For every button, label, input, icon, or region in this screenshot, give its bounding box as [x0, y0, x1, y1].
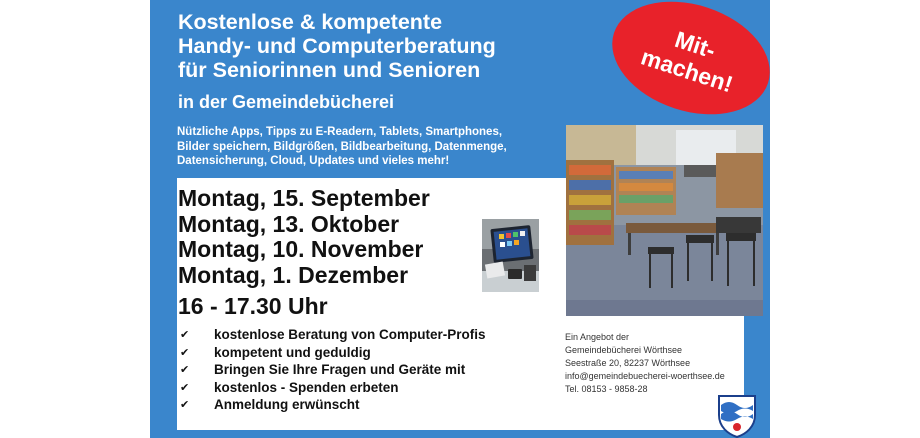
event-time: 16 - 17.30 Uhr	[178, 293, 328, 319]
event-poster	[150, 0, 770, 438]
benefit-item	[178, 326, 486, 344]
date-item: Montag, 13. Oktober	[178, 210, 400, 237]
topics-line: Nützliche Apps, Tipps zu E-Readern, Tablets, Smartphones,	[177, 126, 503, 138]
headline-line: Handy- und Computerberatung	[178, 34, 496, 58]
date-list	[178, 186, 430, 288]
contact-line: Seestraße 20, 82237 Wörthsee	[565, 358, 691, 368]
headline	[178, 10, 598, 82]
check-icon: ✔	[180, 364, 190, 377]
check-icon: ✔	[180, 346, 190, 359]
benefit-text: Bringen Sie Ihre Fragen und Geräte mit	[214, 362, 466, 378]
benefit-text: kostenlos - Spenden erbeten	[214, 379, 399, 395]
library-photo	[566, 125, 763, 316]
headline-line: für Seniorinnen und Senioren	[178, 58, 481, 82]
topics-line: Bilder speichern, Bildgrößen, Bildbearbeitung, Datenmenge,	[177, 140, 507, 153]
contact-line: Gemeindebücherei Wörthsee	[565, 345, 683, 355]
topics-text	[177, 125, 577, 169]
date-item: Montag, 15. September	[178, 185, 430, 211]
contact-line: Ein Angebot der	[565, 332, 630, 342]
benefits-list	[178, 326, 486, 414]
date-item: Montag, 1. Dezember	[178, 261, 409, 288]
municipal-crest-icon	[716, 393, 758, 438]
contact-phone: Tel. 08153 - 9858-28	[565, 384, 648, 394]
tablet-photo	[482, 219, 539, 292]
check-icon: ✔	[180, 381, 190, 394]
headline-line: Kostenlose & kompetente	[178, 10, 443, 34]
contact-email: info@gemeindebuecherei-woerthsee.de	[565, 371, 725, 381]
benefit-text: Anmeldung erwünscht	[214, 397, 360, 413]
subheadline: in der Gemeindebücherei	[178, 92, 395, 112]
date-item: Montag, 10. November	[178, 236, 424, 262]
left-border	[150, 0, 177, 438]
benefit-item	[178, 379, 486, 397]
bottom-border	[150, 430, 770, 438]
benefit-item	[178, 344, 486, 362]
benefit-text: kompetent und geduldig	[214, 344, 371, 360]
benefit-item	[178, 361, 486, 379]
badge-text: Mit- machen!	[637, 26, 736, 98]
topics-line: Datensicherung, Cloud, Updates und vieles mehr!	[177, 155, 450, 167]
contact-info	[565, 331, 765, 396]
check-icon: ✔	[180, 329, 190, 342]
benefit-item	[178, 396, 486, 414]
check-icon: ✔	[180, 399, 190, 412]
benefit-text: kostenlose Beratung von Computer-Profis	[214, 327, 486, 343]
